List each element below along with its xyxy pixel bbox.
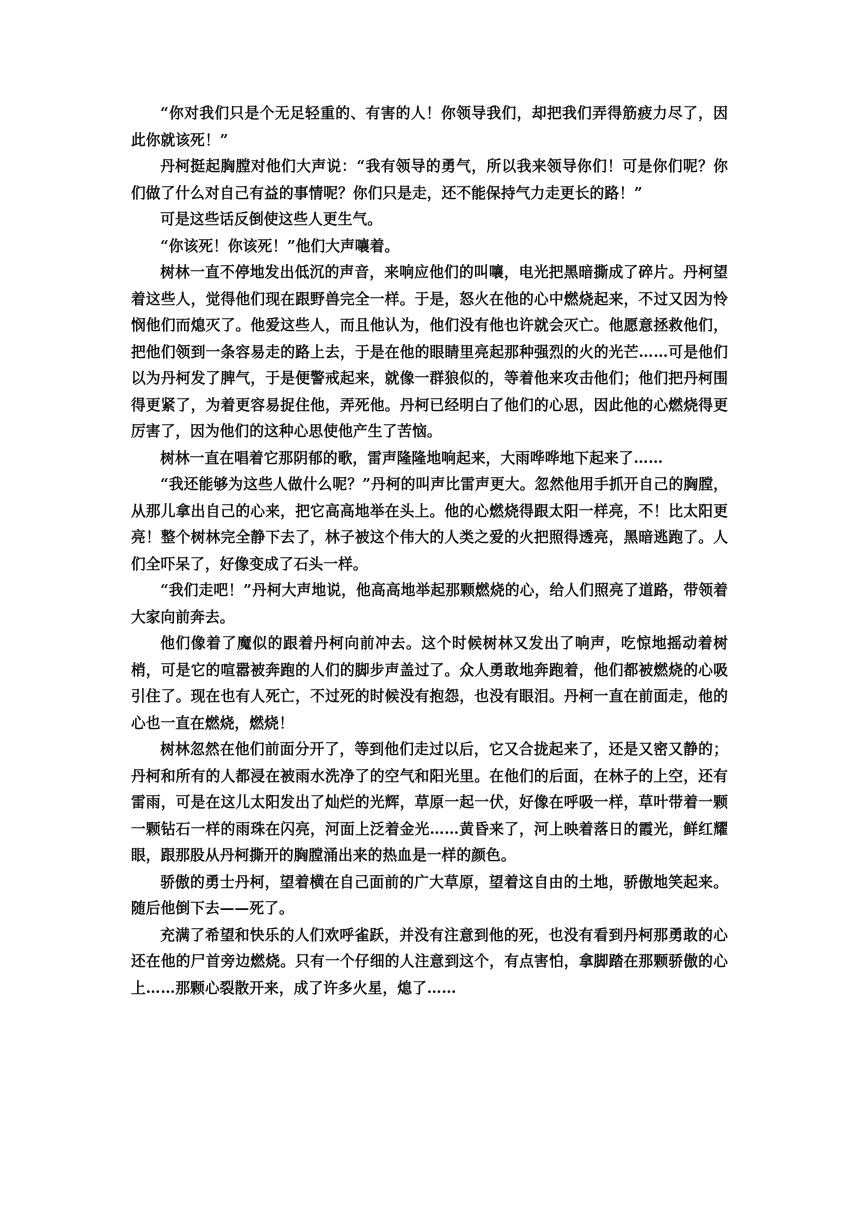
paragraph-7: “我还能够为这些人做什么呢？”丹柯的叫声比雷声更大。忽然他用手抓开自己的胸膛，从那儿拿出自己的心来，把它高高地举在头上。他的心燃烧得跟太阳一样亮，不！比太阳更亮！整个树林完全静下去了，林子被这个伟大的人类之爱的火把照得透亮，黑暗逃跑了。人们全吓呆了，好像变成了石头一样。 [131,476,728,573]
document-body [131,101,728,1002]
paragraph-11: 骄傲的勇士丹柯，望着横在自己面前的广大草原，望着这自由的土地，骄傲地笑起来。随后他倒下去——死了。 [131,873,728,917]
paragraph-8: “我们走吧！”丹柯大声地说，他高高地举起那颗燃烧的心，给人们照亮了道路，带领着大家向前奔去。 [131,582,728,626]
paragraph-2: 丹柯挺起胸膛对他们大声说：“我有领导的勇气，所以我来领导你们！可是你们呢？你们做了什么对自己有益的事情呢？你们只是走，还不能保持气力走更长的路！” [131,158,728,202]
paragraph-9: 他们像着了魔似的跟着丹柯向前冲去。这个时候树林又发出了响声，吃惊地摇动着树梢，可是它的喧嚣被奔跑的人们的脚步声盖过了。众人勇敢地奔跑着，他们都被燃烧的心吸引住了。现在也有人死亡，不过死的时候没有抱怨，也没有眼泪。丹柯一直在前面走，他的心也一直在燃烧，燃烧！ [131,635,728,732]
paragraph-4: “你该死！你该死！”他们大声嚷着。 [160,237,400,255]
paragraph-6: 树林一直在唱着它那阴郁的歌，雷声隆隆地响起来，大雨哗哗地下起来了…… [160,449,664,467]
paragraph-5: 树林一直不停地发出低沉的声音，来响应他们的叫嚷，电光把黑暗撕成了碎片。丹柯望着这些人，觉得他们现在跟野兽完全一样。于是，怒火在他的心中燃烧起来，不过又因为怜悯他们而熄灭了。他爱这些人，而且他认为，他们没有他也许就会灭亡。他愿意拯救他们，把他们领到一条容易走的路上去，于是在他的眼睛里亮起那种强烈的火的光芒……可是他们以为丹柯发了脾气，于是便警戒起来，就像一群狼似的，等着他来攻击他们；他们把丹柯围得更紧了，为着更容易捉住他，弄死他。丹柯已经明白了他们的心思，因此他的心燃烧得更厉害了，因为他们的这种心思使他产生了苦恼。 [131,264,728,440]
paragraph-3: 可是这些话反倒使这些人更生气。 [160,211,383,228]
paragraph-12: 充满了希望和快乐的人们欢呼雀跃，并没有注意到他的死，也没有看到丹柯那勇敢的心还在他的尸首旁边燃烧。只有一个仔细的人注意到这个，有点害怕，拿脚踏在那颗骄傲的心上……那颗心裂散开来，成了许多火星，熄了…… [131,926,728,997]
paragraph-1: “你对我们只是个无足轻重的、有害的人！你领导我们，却把我们弄得筋疲力尽了，因此你就该死！” [131,105,728,149]
paragraph-10: 树林忽然在他们前面分开了，等到他们走过以后，它又合拢起来了，还是又密又静的；丹柯和所有的人都浸在被雨水洗净了的空气和阳光里。在他们的后面，在林子的上空，还有雷雨，可是在这儿太阳发出了灿烂的光辉，草原一起一伏，好像在呼吸一样，草叶带着一颗一颗钻石一样的雨珠在闪亮，河面上泛着金光……黄昏来了，河上映着落日的霞光，鲜红耀眼，跟那股从丹柯撕开的胸膛涌出来的热血是一样的颜色。 [131,741,728,864]
